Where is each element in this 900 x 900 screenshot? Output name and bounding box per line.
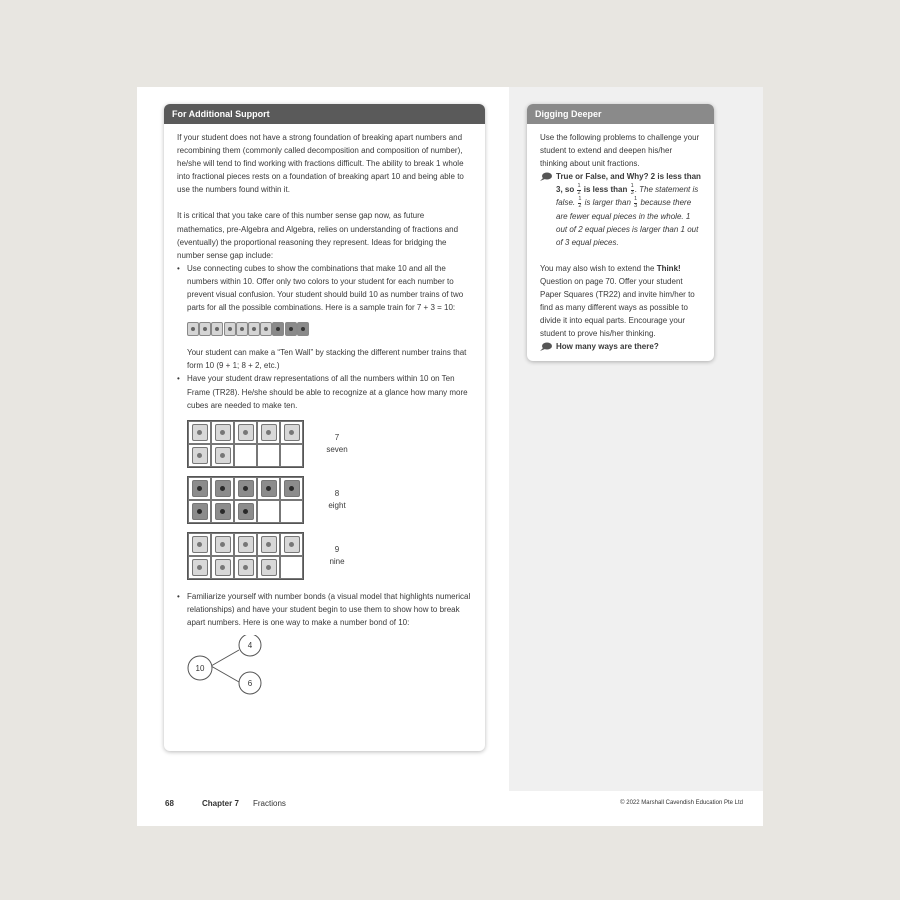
ten-frame-grid bbox=[187, 476, 304, 524]
cube bbox=[284, 536, 300, 553]
cube bbox=[284, 480, 300, 497]
cube bbox=[192, 424, 208, 441]
cube bbox=[215, 503, 231, 520]
cube bbox=[238, 480, 254, 497]
cube bbox=[192, 536, 208, 553]
ten-frame-seven bbox=[187, 420, 472, 468]
light-cube bbox=[248, 322, 260, 336]
cube bbox=[192, 447, 208, 464]
additional-support-title: For Additional Support bbox=[164, 104, 485, 124]
chapter-name: Fractions bbox=[253, 799, 286, 808]
ten-frame-nine bbox=[187, 532, 472, 580]
chapter-label: Chapter 7 bbox=[202, 799, 239, 808]
ten-frame-grid bbox=[187, 420, 304, 468]
copyright: © 2022 Marshall Cavendish Education Pte Ltd bbox=[620, 800, 743, 806]
cube bbox=[261, 536, 277, 553]
page-footer bbox=[165, 799, 743, 813]
bullet-ten-frame bbox=[177, 372, 472, 411]
cube bbox=[261, 480, 277, 497]
bullet-connecting-cubes bbox=[177, 262, 472, 314]
cube bbox=[238, 503, 254, 520]
cube-train-7-plus-3 bbox=[187, 322, 472, 337]
light-cube bbox=[211, 322, 223, 336]
cube bbox=[261, 559, 277, 576]
dark-cube bbox=[272, 322, 284, 336]
cube bbox=[192, 559, 208, 576]
fraction-one-half: $\frac{1}{2}$ bbox=[578, 196, 582, 209]
ten-frame-label: 9 nine bbox=[329, 545, 345, 566]
ten-frame-grid bbox=[187, 532, 304, 580]
cube bbox=[192, 480, 208, 497]
ten-frame-label: 8 eight bbox=[328, 489, 346, 510]
cube bbox=[215, 559, 231, 576]
light-cube bbox=[199, 322, 211, 336]
ten-frame-eight bbox=[187, 476, 472, 524]
bond-part-2: 6 bbox=[247, 678, 253, 688]
ten-wall-text: Your student can make a “Ten Wall” by stacking the different number trains that form 10 (9 + 1; 8 + 2, etc.) bbox=[187, 348, 467, 371]
speech-bubble-icon bbox=[540, 342, 552, 351]
bond-part-1: 4 bbox=[247, 640, 253, 650]
light-cube bbox=[236, 322, 248, 336]
fraction-one-third: $\frac{1}{3}$ bbox=[634, 196, 638, 209]
bond-whole: 10 bbox=[195, 663, 205, 673]
digging-intro: Use the following problems to challenge your student to extend and deepen his/her thinking about unit fractions. bbox=[540, 133, 700, 169]
cube bbox=[238, 559, 254, 576]
number-bond-diagram bbox=[187, 635, 277, 695]
cube bbox=[238, 424, 254, 441]
page bbox=[137, 87, 763, 826]
cube bbox=[192, 503, 208, 520]
bullet-connecting-cubes-text: Use connecting cubes to show the combinations that make 10 and all the numbers within 10. Offer only two colors to your student for each number to prevent visual confusion. Your student should build 10 as number trains of two parts for all the possible combinations. Here is a sample train for 7 + 3 = 10: bbox=[187, 263, 464, 313]
digging-deeper-title: Digging Deeper bbox=[527, 104, 714, 124]
digging-deeper-box bbox=[527, 104, 714, 361]
how-many-ways-question: How many ways are there? bbox=[540, 340, 701, 353]
true-false-question: True or False, and Why? 2 is less than 3, so $\frac{1}{2}$ is less than $\frac{1}{3}$ . The statement is false. $\frac{1}{2}$ is larger than $\frac{1}{3}$ because there are fewer equal pieces in the whole. 1 out of 2 equal pieces is larger than 1 out of 3 equal pieces. bbox=[540, 170, 701, 249]
digging-extension: You may also wish to extend the Think! Question on page 70. Offer your student Paper Squares (TR22) and invite him/her to find as many different ways as possible to divide it into equal parts. Encourage your student to prove his/her thinking. bbox=[540, 263, 695, 339]
support-paragraph-1: If your student does not have a strong foundation of breaking apart numbers and recombining them (commonly called decomposition and composition of number), he/she will tend to find working with fractions difficult. The ability to break 1 whole into fractional pieces rests on a foundation of breaking apart 10 and being able to use the numbers found within it. bbox=[177, 133, 464, 195]
speech-bubble-icon bbox=[540, 172, 552, 181]
cube bbox=[261, 424, 277, 441]
bullet-number-bonds bbox=[177, 590, 472, 629]
cube bbox=[215, 447, 231, 464]
bullet-ten-frame-text: Have your student draw representations of all the numbers within 10 on Ten Frame (TR28). He/she should be able to recognize at a glance how many more cubes are needed to make ten. bbox=[187, 374, 468, 410]
cube bbox=[215, 480, 231, 497]
bullet-number-bonds-text: Familiarize yourself with number bonds (a visual model that highlights numerical relationships) and have your student begin to use them to show how to break apart numbers. Here is one way to make a number bond of 10: bbox=[187, 591, 471, 627]
cube bbox=[284, 424, 300, 441]
ten-frame-label: 7 seven bbox=[326, 433, 348, 454]
page-number: 68 bbox=[165, 799, 174, 808]
light-cube bbox=[187, 322, 199, 336]
dark-cube bbox=[285, 322, 297, 336]
light-cube bbox=[260, 322, 272, 336]
cube bbox=[215, 424, 231, 441]
support-paragraph-2: It is critical that you take care of this number sense gap now, as future mathematics, pre-Algebra and Algebra, relies on understanding of fractions and (eventually) the proportional reasoning they represent. Ideas for bridging the number sense gap include: bbox=[177, 211, 459, 260]
cube bbox=[238, 536, 254, 553]
light-cube bbox=[224, 322, 236, 336]
additional-support-box bbox=[164, 104, 485, 751]
fraction-one-half: $\frac{1}{2}$ bbox=[577, 183, 581, 196]
dark-cube bbox=[297, 322, 309, 336]
fraction-one-third: $\frac{1}{3}$ bbox=[630, 183, 634, 196]
cube bbox=[215, 536, 231, 553]
